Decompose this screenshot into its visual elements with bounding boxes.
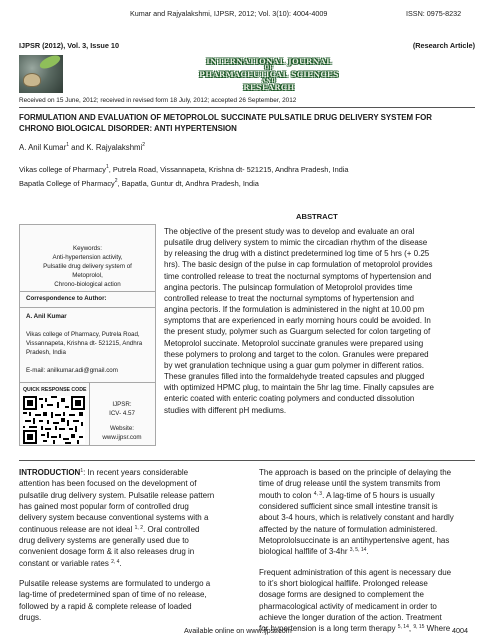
- intro-line: [19, 524, 235, 535]
- intro-line: drugs.: [19, 613, 42, 623]
- intro-heading-sup: 1: [80, 468, 84, 474]
- intro-line: Pulsatile release systems are formulated to undergo a: [19, 579, 211, 589]
- divider: [19, 460, 475, 461]
- affiliation-2: [19, 179, 259, 188]
- address-line: Vissannapeta, Krishna dt- 521215, Andhra: [26, 340, 143, 347]
- ref-sup: 1, 2: [134, 524, 143, 531]
- aff1-address: , Putrela Road, Vissannapeta, Krishna dt- 521215, Andhra Pradesh, India: [108, 165, 349, 174]
- intro-line: [19, 558, 235, 569]
- website-label: Website:: [110, 425, 134, 432]
- abstract-line: these polymers to prolong and target to the colon. Granules were prepared: [164, 349, 429, 359]
- abstract-line: hrs). The basic design of the pulse in cap formulation of metoprolol provides: [164, 260, 433, 270]
- body-line: Metoprololsuccinate is an antihypertensive agent, has: [259, 536, 450, 546]
- introduction-column: [19, 467, 235, 623]
- abstract-line: studies with different pH mediums.: [164, 405, 287, 415]
- issue-bar: [19, 41, 475, 53]
- divider: [20, 307, 155, 308]
- body-text: for hypertension is a long term therapy: [259, 624, 396, 634]
- divider: [20, 291, 155, 292]
- title-line-1: FORMULATION AND EVALUATION OF METOPROLOL SUCCINATE PULSATILE DRUG DELIVERY SYSTEM FOR: [19, 113, 432, 122]
- abstract-line: symptoms that are experienced in early morning hours could be avoided. In: [164, 316, 431, 326]
- authors: [19, 143, 145, 152]
- abstract-line: by releasing the drug with a distinct predetermined log time of 5 hrs (+ 0.25: [164, 249, 430, 259]
- correspondence-title: Correspondence to Author:: [26, 295, 107, 302]
- body-text: Where: [424, 624, 451, 634]
- body-text: . A lag-time of 5 hours is usually: [322, 490, 435, 500]
- running-header: [0, 9, 495, 21]
- title-line-2: CHRONO BIOLOGICAL DISORDER: ANTI HYPERTENSION: [19, 124, 237, 133]
- qr-label: QUICK RESPONSE CODE: [23, 387, 87, 393]
- author-1: A. Anil Kumar: [19, 143, 67, 152]
- divider: [89, 383, 90, 446]
- journal-issue: IJPSR (2012), Vol. 3, Issue 10: [19, 41, 120, 50]
- abstract-line: enteric coated with enteric coating polymers and conducted dissolution: [164, 394, 415, 404]
- intro-line: convenient dosage form & it also releases drug in: [19, 547, 195, 557]
- author-and: and: [69, 143, 87, 152]
- keyword-item: Chrono-biological action: [54, 281, 121, 288]
- address-line: Pradesh, India: [26, 349, 66, 356]
- affiliation-1: [19, 165, 349, 174]
- abstract-line: with optimized HPMC plug, to maintain the 5hr lag time. Finally capsules are: [164, 383, 434, 393]
- body-line: considered sufficient since small intestine transit is: [259, 502, 438, 512]
- aff2-address: , Bapatla, Guntur dt, Andhra Pradesh, India: [117, 179, 259, 188]
- body-text: ,: [408, 624, 414, 634]
- journal-name-line4: AND: [262, 78, 276, 84]
- abstract-line: These granules filled into the formaldehyde treated capsules and plugged: [164, 372, 425, 382]
- intro-text: : In recent years considerable: [83, 468, 189, 477]
- divider: [19, 107, 475, 108]
- body-text: mouth to colon: [259, 490, 312, 500]
- citation-text: Kumar and Rajyalakshmi, IJPSR, 2012; Vol. 3(10): 4004-4009: [130, 9, 328, 18]
- intro-line: drug delivery systems are generally used due to: [19, 536, 189, 546]
- body-line: time of drug release until the system transmits from: [259, 479, 441, 489]
- intro-text: . Oral controlled: [143, 524, 200, 534]
- journal-name-line2: OF: [264, 65, 274, 71]
- author-2: K. Rajyalakshmi: [86, 143, 143, 152]
- abstract-heading: ABSTRACT: [296, 212, 338, 221]
- issn-text: ISSN: 0975-8232: [406, 9, 462, 18]
- body-line: affected by the nature of formulation administered.: [259, 524, 438, 534]
- article-title: [19, 112, 479, 134]
- snail-shape: [23, 73, 41, 87]
- intro-heading: INTRODUCTION: [19, 468, 81, 477]
- article-type: (Research Article): [412, 41, 475, 50]
- keywords-title: Keywords:: [73, 245, 102, 252]
- intro-line: attention has been focused on the development of: [19, 479, 197, 489]
- body-line: achieve the longer duration of the action. Treatment: [259, 613, 442, 623]
- abstract-line: angina pectoris. The pulsincap formulation of Metoprolol provides time: [164, 282, 413, 292]
- body-line: [259, 546, 476, 557]
- body-line: Frequent administration of this agent is necessary due: [259, 567, 452, 577]
- intro-line: has gained most popular form of controlled drug: [19, 502, 189, 512]
- address-line: Vikas college of Pharmacy, Putrela Road,: [26, 331, 140, 338]
- icv-value: ICV- 4.57: [109, 410, 135, 417]
- abstract-line: controlled release to treat the nocturnal symptoms of hypertension and: [164, 293, 414, 303]
- body-text: .: [366, 547, 369, 557]
- abstract-line: the present study, polymer such as Guargum selected for colon targeting of: [164, 327, 431, 337]
- keyword-item: Metoprolol,: [72, 272, 103, 279]
- abstract-body: [164, 226, 476, 416]
- intro-text: continuous release are not ideal: [19, 524, 133, 534]
- journal-name-line5: RESEARCH: [243, 83, 295, 92]
- article-info-box: [19, 224, 156, 446]
- intro-line: lag-time of predetermined span of time of no release,: [19, 590, 207, 600]
- journal-logo-image: [19, 55, 63, 93]
- abstract-line: angina pectoris. If the formulation is administered in the night at 10.00 pm: [164, 305, 425, 315]
- body-line: about 3-4 hours, which is relatively constant and hardly: [259, 513, 454, 523]
- abstract-line: The objective of the present study was to develop and evaluate an oral: [164, 227, 415, 236]
- author-2-sup: 2: [142, 142, 146, 148]
- abstract-line: Metoprolol succinate. Metoprolol succinate granules were prepared using: [164, 338, 424, 348]
- abstract-line: time controlled release to treat the nocturnal symptoms of hypertension and: [164, 271, 432, 281]
- body-line: pharmacological activity of medicament in order to: [259, 601, 437, 611]
- body-text: biological halflife of 3-4hr: [259, 547, 348, 557]
- journal-id-box: [90, 387, 154, 445]
- footer-availability: Available online on www.ijpsr.com: [184, 626, 292, 635]
- author-1-sup: 1: [66, 142, 70, 148]
- journal-banner: [19, 55, 475, 93]
- qr-section: [22, 387, 88, 445]
- intro-text: constant or variable rates: [19, 558, 109, 568]
- journal-abbr: IJPSR:: [112, 401, 132, 408]
- divider: [20, 382, 155, 383]
- website-link[interactable]: www.ijpsr.com: [102, 434, 142, 441]
- ref-sup: 5, 14: [397, 624, 409, 631]
- ref-sup: 9, 15: [413, 624, 425, 631]
- intro-text: .: [119, 558, 122, 568]
- right-column: [259, 467, 476, 635]
- body-line: dosage forms are designed to complement the: [259, 590, 424, 600]
- keyword-item: Pulsatile drug delivery system of: [43, 263, 132, 270]
- aff1-sup: 1: [105, 164, 109, 170]
- keyword-item: Anti-hypertension activity,: [52, 254, 123, 261]
- intro-line: delivery system because conventional systems with a: [19, 513, 209, 523]
- aff2-name: Bapatla College of Pharmacy: [19, 179, 115, 188]
- ref-sup: 2, 4: [111, 558, 120, 565]
- ref-sup: 4, 3: [313, 490, 323, 497]
- body-line: to it’s short biological halflife. Prolonged release: [259, 579, 428, 589]
- intro-line: pulsatile drug delivery system. Pulsatile release pattern: [19, 490, 215, 500]
- email-text: E-mail: anilkumar.adi@gmail.com: [26, 367, 118, 374]
- received-dates: Received on 15 June, 2012; received in revised form 18 July, 2012; accepted 26 September, 2012: [19, 97, 297, 104]
- leaf-shape: [38, 53, 62, 71]
- journal-name-line3: PHARMACEUTICAL SCIENCES: [199, 70, 339, 79]
- body-line: [259, 490, 476, 501]
- intro-line: followed by a rapid & complete release of loaded: [19, 601, 192, 611]
- journal-name-line1: INTERNATIONAL JOURNAL: [206, 57, 332, 66]
- aff1-name: Vikas college of Pharmacy: [19, 165, 106, 174]
- intro-line: [19, 467, 235, 478]
- aff2-sup: 2: [114, 178, 118, 184]
- page-number: 4004: [452, 626, 468, 635]
- abstract-line: by wet granulation technique using a guar gum polymer in different ratios.: [164, 360, 425, 370]
- corresponding-author: A. Anil Kumar: [26, 313, 67, 320]
- body-line: The approach is based on the principle of delaying the: [259, 468, 452, 477]
- qr-code-icon[interactable]: [23, 396, 85, 444]
- ref-sup: 3, 5, 14: [349, 547, 367, 554]
- abstract-line: pulsatile drug delivery system to mimic the circadian rhythm of the disease: [164, 238, 428, 248]
